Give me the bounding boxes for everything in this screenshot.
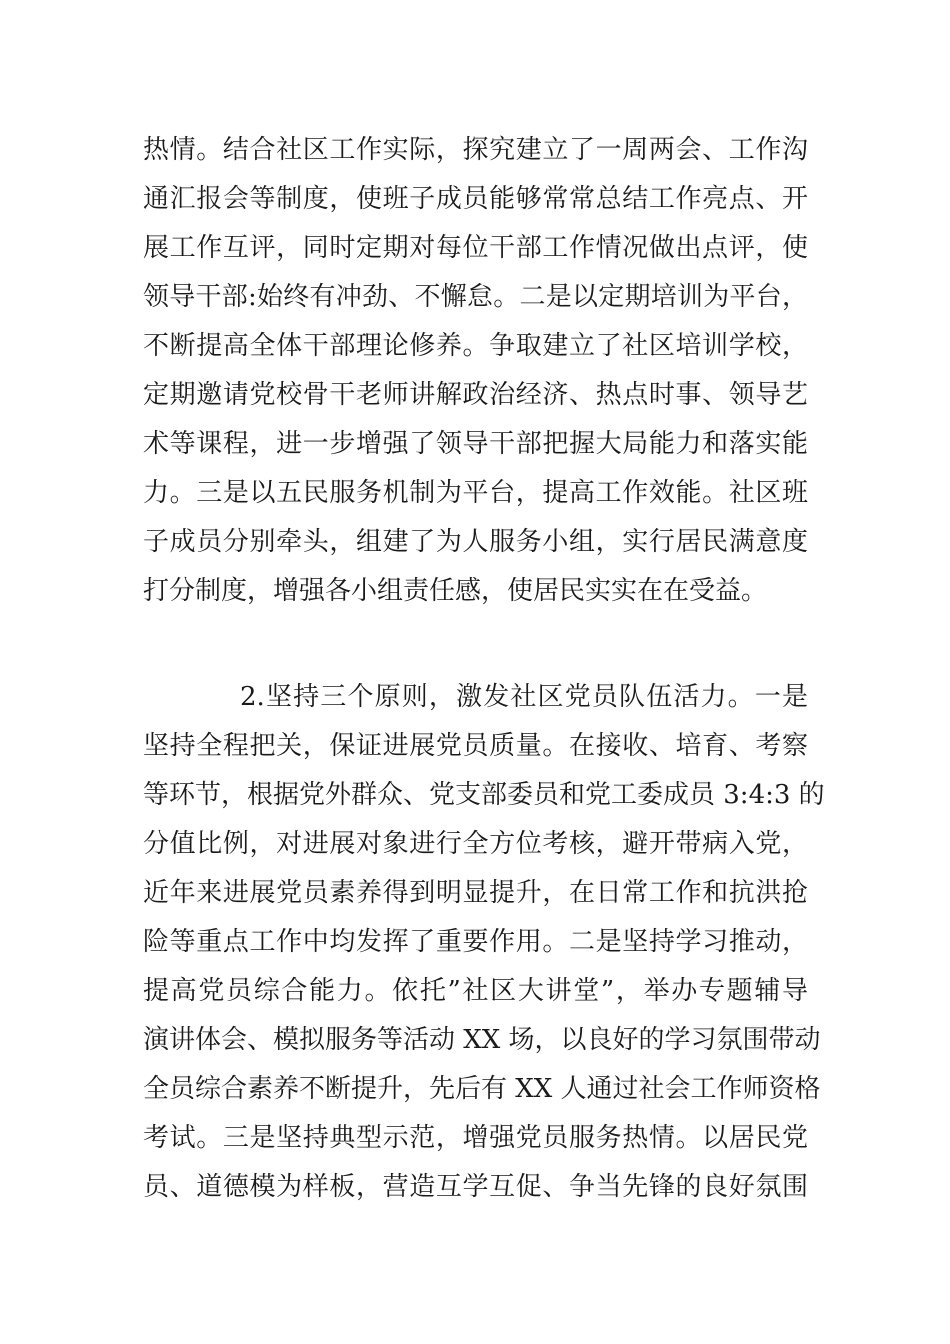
- paragraph-2-line-2: 坚持全程把关，保证进展党员质量。在接收、培育、考察: [143, 731, 808, 761]
- paragraph-1-line-7: 术等课程，进一步增强了领导干部把握大局能力和落实能: [143, 429, 808, 459]
- paragraph-2-line-10: 考试。三是坚持典型示范，增强党员服务热情。以居民党: [143, 1123, 808, 1153]
- paragraph-2-line-11: 员、道德模为样板，营造互学互促、争当先锋的良好氛围: [143, 1172, 808, 1202]
- paragraph-2-line-3: 等环节，根据党外群众、党支部委员和党工委成员 3:4:3 的: [143, 780, 825, 810]
- paragraph-2-line-9: 全员综合素养不断提升，先后有 XX 人通过社会工作师资格: [143, 1074, 821, 1104]
- paragraph-2-line-5: 近年来进展党员素养得到明显提升，在日常工作和抗洪抢: [143, 878, 808, 908]
- paragraph-1-line-10: 打分制度，增强各小组责任感，使居民实实在在受益。: [143, 576, 768, 606]
- paragraph-2-line-7: 提高党员综合能力。依托”社区大讲堂”，举办专题辅导: [143, 976, 808, 1006]
- paragraph-1-line-8: 力。三是以五民服务机制为平台，提高工作效能。社区班: [143, 478, 808, 508]
- paragraph-1-line-5: 不断提高全体干部理论修养。争取建立了社区培训学校，: [143, 331, 808, 361]
- paragraph-2-line-1: 2.坚持三个原则，激发社区党员队伍活力。一是: [240, 682, 808, 712]
- paragraph-1-line-2: 通汇报会等制度，使班子成员能够常常总结工作亮点、开: [143, 184, 808, 214]
- paragraph-1-line-1: 热情。结合社区工作实际，探究建立了一周两会、工作沟: [143, 135, 808, 165]
- paragraph-1-line-3: 展工作互评，同时定期对每位干部工作情况做出点评，使: [143, 233, 808, 263]
- paragraph-1-line-9: 子成员分别牵头，组建了为人服务小组，实行居民满意度: [143, 527, 808, 557]
- paragraph-1-line-6: 定期邀请党校骨干老师讲解政治经济、热点时事、领导艺: [143, 380, 808, 410]
- paragraph-2-line-6: 险等重点工作中均发挥了重要作用。二是坚持学习推动，: [143, 927, 808, 957]
- paragraph-2-line-4: 分值比例，对进展对象进行全方位考核，避开带病入党，: [143, 829, 808, 859]
- paragraph-2-line-8: 演讲体会、模拟服务等活动 XX 场，以良好的学习氛围带动: [143, 1025, 821, 1055]
- paragraph-1-line-4: 领导干部:始终有冲劲、不懈怠。二是以定期培训为平台，: [143, 282, 808, 312]
